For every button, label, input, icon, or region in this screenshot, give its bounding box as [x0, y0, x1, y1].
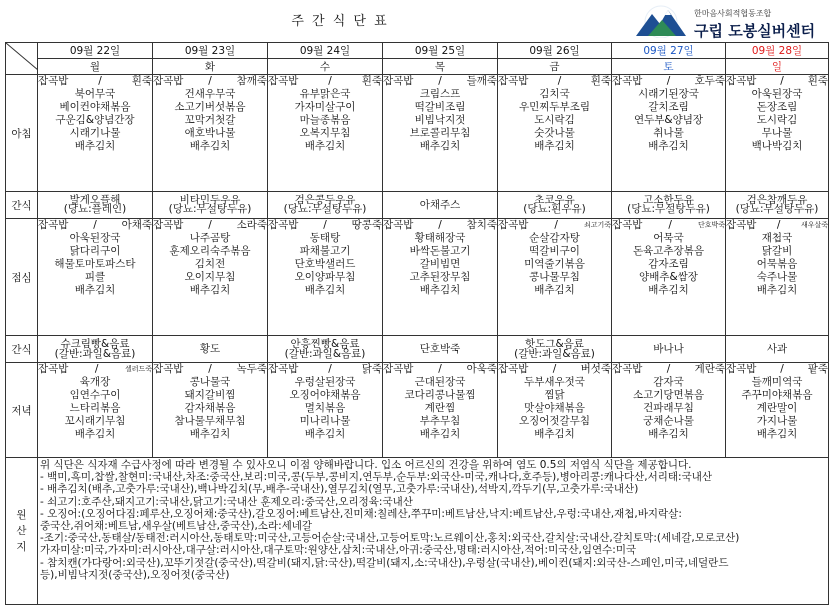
menu-item: 재첩국: [761, 232, 793, 244]
menu-item: 떡갈비구이: [529, 245, 580, 257]
menu-item: 바싹돈불고기: [409, 245, 471, 257]
snack-name: 황도: [199, 343, 221, 355]
weekday-cell: 수: [268, 59, 383, 75]
porridge-label: 흰죽: [361, 75, 382, 87]
snack-cell: [383, 192, 498, 219]
menu-item: 고추된장무침: [409, 271, 471, 283]
menu-item: 배추김치: [419, 428, 461, 440]
menu-item: 훈제오리숙주볶음: [169, 245, 251, 257]
rice-porridge-line: [38, 75, 152, 88]
porridge-label: 단호박죽: [697, 221, 725, 229]
rice-label: 잡곡밥: [498, 75, 529, 87]
menu-item: 건파래무침: [643, 402, 694, 414]
porridge-label: 참깨죽: [236, 75, 267, 87]
row-label-snack: 간식: [6, 192, 38, 219]
menu-item: 계란말이: [756, 402, 798, 414]
menu-item: 참나물무채무침: [174, 415, 246, 427]
rice-porridge-line: [268, 219, 382, 232]
weekday-cell: 목: [383, 59, 498, 75]
menu-item: 임연수구이: [69, 389, 121, 401]
rice-porridge-line: [726, 219, 828, 232]
porridge-label: 닭죽: [361, 363, 382, 375]
origin-note-line: - 배추김치(배추,고춧가루:국내산),백나박김치(무,배추-국내산),열무김치(열무,고춧가루:국내산),석박지,깍두기(무,고춧가루:국내산): [40, 483, 639, 496]
rice-label: 잡곡밥: [612, 75, 643, 87]
menu-item: 계란찜: [424, 402, 456, 414]
menu-item: 궁채순나물: [643, 415, 694, 427]
meal-cell: [153, 75, 268, 192]
menu-item: 콩나물무침: [529, 271, 580, 283]
menu-item: 도시락김: [756, 114, 798, 126]
menu-item: 시래기나물: [69, 127, 121, 139]
rice-porridge-line: [153, 75, 267, 88]
separator: /: [438, 363, 442, 375]
menu-item: 오징어야채볶음: [289, 389, 361, 401]
menu-item: 배추김치: [74, 140, 116, 152]
meal-cell: [153, 219, 268, 336]
menu-item: 연두부&양념장: [633, 114, 704, 126]
menu-item: 주꾸미야채볶음: [741, 389, 813, 401]
mountain-logo-icon: [632, 4, 690, 38]
menu-item: 배추김치: [419, 284, 461, 296]
rice-porridge-line: [383, 75, 497, 88]
meal-cell: [612, 219, 726, 336]
snack-name: 검은콩두우유: [294, 194, 356, 206]
snack-name: 단호박죽: [419, 343, 461, 355]
menu-item: 배추김치: [304, 140, 346, 152]
meal-cell: [38, 75, 153, 192]
menu-item: 갈치조림: [648, 101, 689, 113]
menu-item: 배추김치: [304, 284, 346, 296]
snack-cell: [268, 336, 383, 363]
porridge-label: 들깨죽: [466, 75, 497, 87]
menu-item: 피클: [84, 271, 106, 283]
snack-diabetic-option: (당뇨:무설탕두유): [735, 203, 819, 215]
menu-item: 숫갓나물: [534, 127, 575, 139]
separator: /: [94, 363, 99, 375]
weekday-cell: 화: [153, 59, 268, 75]
menu-item: 두부새우젓국: [524, 376, 585, 388]
menu-item: 배추김치: [74, 428, 116, 440]
porridge-label: 참치죽: [466, 219, 497, 231]
rice-porridge-line: [498, 75, 611, 88]
menu-item: 김치국: [539, 88, 570, 100]
menu-item: 닭갈비: [761, 245, 793, 257]
menu-item: 크림스프: [419, 88, 461, 100]
menu-item: 배추김치: [756, 284, 798, 296]
menu-item: 미나리나물: [299, 415, 351, 427]
menu-item: 들깨미역국: [751, 376, 803, 388]
menu-item: 갈비빔면: [419, 258, 461, 270]
separator: /: [776, 219, 781, 231]
snack-name: 고소한두유: [643, 194, 694, 206]
menu-item: 어묵볶음: [756, 258, 798, 270]
meal-cell: [498, 75, 612, 192]
menu-item: 맛살야채볶음: [524, 402, 585, 414]
porridge-label: 소라죽: [236, 219, 267, 231]
separator: /: [552, 363, 557, 375]
menu-item: 느타리볶음: [69, 402, 121, 414]
snack-name: 검은참깨두유: [746, 194, 808, 206]
menu-item: 오이양파무침: [294, 271, 356, 283]
menu-item: 배추김치: [189, 140, 231, 152]
logo-subtitle: 한마음사회적협동조합: [694, 9, 772, 18]
meal-cell: [726, 75, 829, 192]
menu-item: 아욱된장국: [751, 88, 803, 100]
snack-diabetic-option: (당뇨:무설탕두유): [283, 203, 367, 215]
rice-label: 잡곡밥: [726, 75, 757, 87]
snack-name: 아채주스: [419, 198, 461, 211]
snack-cell: [38, 192, 153, 219]
rice-label: 잡곡밥: [153, 363, 184, 375]
center-logo: [632, 4, 832, 40]
rice-label: 잡곡밥: [726, 363, 757, 375]
separator: /: [323, 219, 327, 231]
rice-porridge-line: [268, 75, 382, 88]
rice-porridge-line: [726, 363, 828, 376]
menu-item: 배추김치: [189, 284, 231, 296]
menu-item: 꼬시래기무침: [64, 415, 126, 427]
porridge-label: 아욱죽: [466, 363, 497, 375]
menu-item: 어묵국: [653, 232, 684, 244]
separator: /: [208, 363, 212, 375]
origin-note-line: - 백미,흑미,찹쌀,찰현미:국내산,차조:중국산,보리:미국,콩(두부,콩비지,연두부,순두부:외국산-미국,캐나다,호주등),병아리콩:캐나다산,서리태:국내산: [40, 471, 713, 484]
menu-item: 시래기된장국: [638, 88, 699, 100]
origin-note-line: - 쇠고기:호주산,돼지고기:국내산,닭고기:국내산 훈제오리:중국산,오리정육:국내산: [40, 495, 413, 508]
snack-cell: [612, 192, 726, 219]
meal-cell: [268, 363, 383, 458]
separator: /: [208, 219, 212, 231]
snack-name: 핫도그&음료: [525, 338, 584, 350]
date-cell: 09월 26일: [498, 43, 612, 59]
snack-diabetic-option: (갈반:과일&음료): [54, 348, 136, 360]
menu-item: 단호박샐러드: [294, 258, 356, 270]
menu-item: 감자조림: [648, 258, 689, 270]
menu-item: 배추김치: [189, 428, 231, 440]
menu-item: 미역줄기볶음: [524, 258, 585, 270]
weekly-menu-table: [5, 42, 829, 605]
snack-cell: [498, 192, 612, 219]
porridge-label: 아채죽: [121, 219, 152, 231]
menu-item: 멸치볶음: [304, 402, 346, 414]
origin-note-line: 위 식단은 식자재 수급사정에 따라 변경될 수 있사오니 이점 양해바랍니다. 입소 어르신의 건강을 위하여 염도 0.5의 저염식 식단을 제공합니다.: [40, 459, 692, 471]
snack-name: 바나나: [653, 343, 684, 355]
porridge-label: 땅콩죽: [351, 219, 382, 231]
separator: /: [98, 75, 102, 87]
menu-item: 우민찌두부조림: [518, 101, 590, 113]
menu-item: 배추김치: [419, 140, 461, 152]
row-label-origin: 원 산 지: [6, 458, 38, 605]
origin-note-line: 가자미살:미국,가자미:러시아산,대구살:러시아산,대구토막:원양산,삼치:국내산,아귀:중국산,명태:러시아산,적어:미국산,임연수:미국: [40, 544, 637, 557]
snack-diabetic-option: (당뇨:무설탕두유): [168, 203, 252, 215]
rice-porridge-line: [498, 219, 611, 232]
separator: /: [208, 75, 212, 87]
date-cell: 09월 28일: [726, 43, 829, 59]
rice-porridge-line: [268, 363, 382, 376]
separator: /: [666, 75, 671, 87]
meal-cell: [498, 219, 612, 336]
porridge-label: 쇠고기죽: [583, 221, 611, 229]
snack-cell: [38, 336, 153, 363]
menu-item: 육개장: [79, 376, 111, 388]
weekday-cell: 월: [38, 59, 153, 75]
menu-item: 건새우무국: [184, 88, 236, 100]
menu-item: 애호박나물: [184, 127, 236, 139]
weekday-cell: 금: [498, 59, 612, 75]
logo-title: 구립 도봉실버센터: [694, 22, 816, 40]
menu-item: 배추김치: [534, 428, 575, 440]
separator: /: [780, 363, 784, 375]
date-cell: 09월 24일: [268, 43, 383, 59]
snack-name: 비타민두우유: [179, 194, 241, 206]
menu-item: 꼬막거첫갈: [184, 114, 236, 126]
porridge-label: 녹두죽: [236, 363, 267, 375]
menu-item: 코다리콩나물찜: [404, 389, 476, 401]
porridge-label: 팥죽: [807, 363, 828, 375]
rice-porridge-line: [612, 219, 725, 232]
menu-item: 가지나물: [756, 415, 798, 427]
menu-item: 가자미살구이: [294, 101, 356, 113]
rice-label: 잡곡밥: [726, 219, 757, 231]
snack-diabetic-option: (당뇨:플레인): [63, 203, 127, 215]
meal-cell: [612, 363, 726, 458]
separator: /: [328, 75, 332, 87]
rice-label: 잡곡밥: [383, 75, 414, 87]
rice-label: 잡곡밥: [498, 219, 529, 231]
snack-cell: [726, 336, 829, 363]
menu-item: 찜닭: [544, 389, 565, 401]
menu-item: 무나물: [761, 127, 793, 139]
menu-item: 우렁살된장국: [294, 376, 356, 388]
meal-cell: [498, 363, 612, 458]
corner-cell: [6, 43, 38, 75]
menu-item: 순살감자탕: [529, 232, 580, 244]
menu-item: 배추김치: [74, 284, 116, 296]
meal-cell: [726, 219, 829, 336]
menu-item: 구운김&양념간장: [55, 114, 135, 126]
origin-notes: [38, 458, 829, 605]
rice-label: 잡곡밥: [498, 363, 529, 375]
row-label-dinner: 저녁: [6, 363, 38, 458]
snack-name: 슈크림빵&음료: [60, 338, 130, 350]
menu-item: 아욱된장국: [69, 232, 121, 244]
rice-label: 잡곡밥: [383, 363, 414, 375]
origin-note-line: - 오징어:(오징어다짐:페루산,오징어채:중국산),갈오징어:베트남산,진미채:칠레산,쭈꾸미:베트남산,낙지:베트남산,우렁:국내산,재첩,바지락살:: [40, 507, 682, 520]
rice-porridge-line: [38, 363, 152, 376]
row-label-breakfast: 아침: [6, 75, 38, 192]
porridge-label: 호두죽: [694, 75, 725, 87]
separator: /: [438, 75, 442, 87]
menu-item: 배추김치: [534, 140, 575, 152]
menu-item: 양배추&쌈장: [639, 271, 698, 283]
page-title: 주 간 식 단 표: [291, 14, 389, 29]
menu-item: 부추무침: [419, 415, 461, 427]
menu-item: 북어무국: [74, 88, 116, 100]
meal-cell: [383, 219, 498, 336]
snack-cell: [153, 336, 268, 363]
meal-cell: [153, 363, 268, 458]
rice-label: 잡곡밥: [383, 219, 414, 231]
rice-label: 잡곡밥: [38, 219, 69, 231]
rice-label: 잡곡밥: [268, 219, 299, 231]
porridge-label: 흰죽: [807, 75, 828, 87]
menu-item: 닭다리구이: [69, 245, 121, 257]
menu-item: 베이컨야채볶음: [59, 101, 131, 113]
separator: /: [93, 219, 97, 231]
separator: /: [554, 219, 558, 231]
rice-porridge-line: [383, 363, 497, 376]
snack-cell: [498, 336, 612, 363]
date-cell: 09월 23일: [153, 43, 268, 59]
rice-porridge-line: [612, 75, 725, 88]
rice-label: 잡곡밥: [612, 363, 643, 375]
menu-item: 오징어젓갈무침: [518, 415, 590, 427]
snack-cell: [268, 192, 383, 219]
snack-name: 사과: [766, 343, 788, 355]
origin-note-line: 등),비빔낙지젓(중국산),오징어젓(중국산): [40, 568, 230, 581]
weekday-cell: 토: [612, 59, 726, 75]
porridge-label: 흰죽: [131, 75, 152, 87]
meal-cell: [38, 363, 153, 458]
rice-porridge-line: [38, 219, 152, 232]
menu-item: 동태탕: [309, 232, 341, 244]
rice-label: 잡곡밥: [38, 75, 69, 87]
menu-item: 비빔낙지젓: [414, 114, 466, 126]
menu-item: 배추김치: [648, 428, 689, 440]
menu-item: 근대된장국: [414, 376, 466, 388]
menu-item: 감자국: [653, 376, 684, 388]
separator: /: [328, 363, 332, 375]
rice-porridge-line: [498, 363, 611, 376]
menu-item: 도시락김: [534, 114, 575, 126]
menu-item: 나주곰탕: [189, 232, 231, 244]
rice-label: 잡곡밥: [268, 363, 299, 375]
rice-porridge-line: [726, 75, 828, 88]
menu-item: 백나박김치: [751, 140, 803, 152]
menu-item: 돈육고추장볶음: [632, 245, 704, 257]
porridge-label: 셀러드죽: [124, 365, 152, 373]
porridge-label: 흰죽: [590, 75, 611, 87]
diagonal-line: [6, 43, 38, 70]
menu-item: 소고기버섯볶음: [174, 101, 246, 113]
date-cell: 09월 25일: [383, 43, 498, 59]
snack-cell: [612, 336, 726, 363]
menu-item: 마늘종볶음: [299, 114, 351, 126]
separator: /: [668, 219, 672, 231]
rice-porridge-line: [153, 219, 267, 232]
meal-cell: [726, 363, 829, 458]
separator: /: [666, 363, 671, 375]
menu-item: 오복지무침: [299, 127, 351, 139]
separator: /: [438, 219, 442, 231]
meal-cell: [268, 219, 383, 336]
snack-diabetic-option: (당뇨:흰우유): [523, 203, 586, 215]
menu-item: 김치전: [194, 258, 226, 270]
separator: /: [780, 75, 784, 87]
rice-porridge-line: [153, 363, 267, 376]
snack-name: 안흥찐빵&음료: [290, 338, 360, 350]
origin-note-line: 중국산,쥐어채:베트남,새우살(베트남산,중국산),소라:세네갈: [40, 520, 313, 533]
snack-diabetic-option: (갈반:과일&음료): [514, 348, 595, 360]
menu-item: 황태해장국: [414, 232, 466, 244]
rice-label: 잡곡밥: [38, 363, 69, 375]
menu-item: 파채불고기: [299, 245, 351, 257]
menu-item: 콩나물국: [189, 376, 231, 388]
header: [0, 0, 835, 42]
porridge-label: 버섯죽: [580, 363, 611, 375]
menu-item: 감자채볶음: [184, 402, 236, 414]
snack-cell: [726, 192, 829, 219]
separator: /: [557, 75, 562, 87]
menu-item: 떡갈비조림: [414, 101, 466, 113]
snack-diabetic-option: (당뇨:무설탕두유): [627, 203, 710, 215]
meal-cell: [612, 75, 726, 192]
rice-porridge-line: [612, 363, 725, 376]
menu-item: 배추김치: [648, 284, 689, 296]
row-label-snack: 간식: [6, 336, 38, 363]
weekday-cell: 일: [726, 59, 829, 75]
menu-item: 유부맑은국: [299, 88, 351, 100]
meal-cell: [38, 219, 153, 336]
meal-cell: [268, 75, 383, 192]
origin-note-line: -조기:중국산,동태살/동태전:러시아산,동태토막:미국산,고등어순살:국내산,고등어토막:노르웨이산,홍치:외국산,갈치살:국내산,갈치토막:(세네갈,모로코산): [40, 532, 740, 545]
rice-label: 잡곡밥: [153, 75, 184, 87]
date-cell: 09월 27일: [612, 43, 726, 59]
menu-item: 소고기당면볶음: [632, 389, 704, 401]
menu-item: 취나물: [653, 127, 684, 139]
origin-note-line: - 참치캔(가다랑어:외국산),꼬뚜기젓갈(중국산),떡갈비(돼지,닭:국산),떡갈비(돼지,소:국내산),우렁살(국내산),베이컨(돼지:외국산-스페인,미국,네덜란드: [40, 556, 729, 569]
menu-item: 브로콜리무침: [409, 127, 471, 139]
menu-item: 돈장조림: [756, 101, 798, 113]
menu-item: 배추김치: [304, 428, 346, 440]
meal-cell: [383, 75, 498, 192]
menu-item: 숙주나물: [756, 271, 798, 283]
snack-cell: [153, 192, 268, 219]
porridge-label: 게란죽: [694, 363, 725, 375]
rice-porridge-line: [383, 219, 497, 232]
menu-item: 배추김치: [534, 284, 575, 296]
rice-label: 잡곡밥: [153, 219, 184, 231]
menu-item: 배추김치: [648, 140, 689, 152]
date-cell: 09월 22일: [38, 43, 153, 59]
snack-name: 초코우유: [534, 194, 575, 206]
menu-item: 오이지무침: [184, 271, 236, 283]
menu-item: 배추김치: [756, 428, 798, 440]
rice-label: 잡곡밥: [268, 75, 299, 87]
row-label-lunch: 점심: [6, 219, 38, 336]
rice-label: 잡곡밥: [612, 219, 643, 231]
snack-cell: [383, 336, 498, 363]
menu-item: 돼지갈비찜: [184, 389, 236, 401]
snack-diabetic-option: (갈반:과일&음료): [284, 348, 366, 360]
menu-item: 해물토마토파스타: [54, 258, 136, 270]
porridge-label: 새우살죽: [800, 221, 828, 229]
snack-name: 발게오플해: [69, 194, 121, 206]
meal-cell: [383, 363, 498, 458]
